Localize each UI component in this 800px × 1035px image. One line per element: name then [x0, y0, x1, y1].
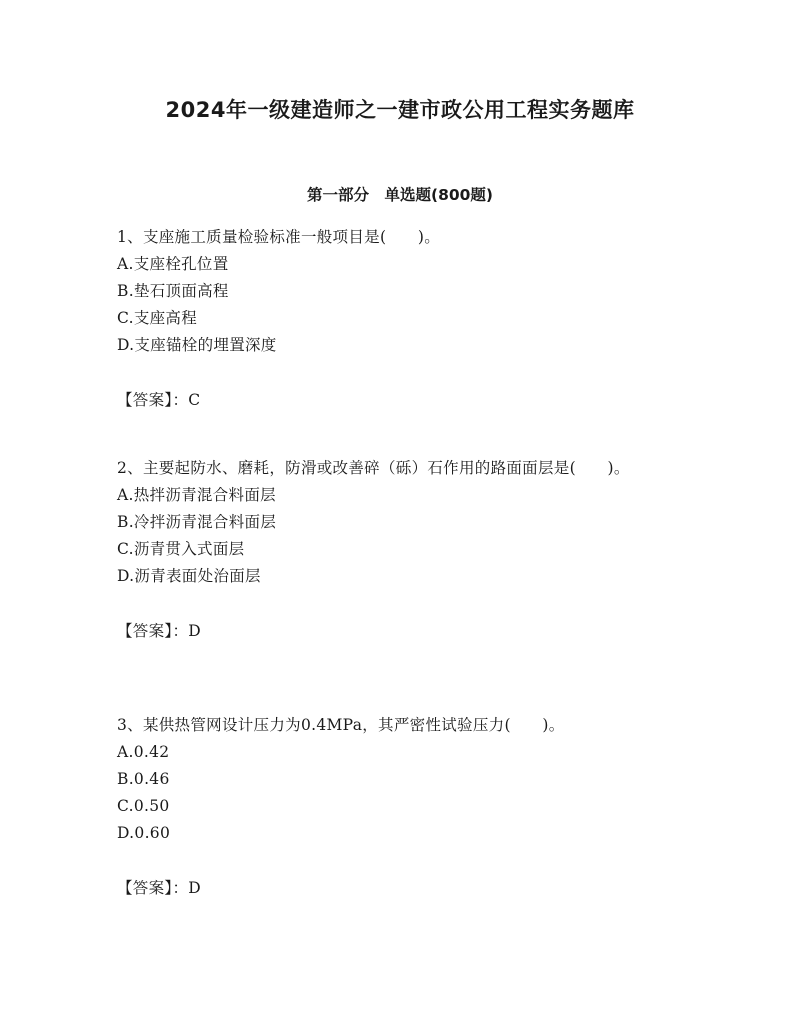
question-3	[117, 712, 677, 902]
option-list	[117, 482, 677, 590]
option-b: B.0.46	[117, 770, 170, 788]
option-c: C.支座高程	[117, 309, 198, 327]
section-title: 第一部分 单选题(800题)	[306, 186, 494, 204]
option-a: A.0.42	[117, 743, 170, 761]
answer-line: 【答案】：D	[117, 879, 201, 897]
document-title: 2024年一级建造师之一建市政公用工程实务题库	[165, 98, 635, 122]
question-1	[117, 224, 677, 414]
option-list	[117, 739, 677, 847]
answer-line: 【答案】：C	[117, 391, 201, 409]
option-d: D.0.60	[117, 824, 171, 842]
question-2	[117, 455, 677, 645]
option-b: B.垫石顶面高程	[117, 282, 229, 300]
option-c: C.0.50	[117, 797, 170, 815]
option-d: D.沥青表面处治面层	[117, 567, 261, 585]
option-list	[117, 251, 677, 359]
option-b: B.冷拌沥青混合料面层	[117, 513, 277, 531]
answer-line: 【答案】：D	[117, 622, 201, 640]
option-a: A.热拌沥青混合料面层	[117, 486, 276, 504]
question-stem: 3、某供热管网设计压力为0.4MPa，其严密性试验压力( )。	[117, 716, 565, 734]
option-a: A.支座栓孔位置	[117, 255, 229, 273]
question-stem: 2、主要起防水、磨耗，防滑或改善碎（砾）石作用的路面面层是( )。	[117, 459, 630, 477]
option-c: C.沥青贯入式面层	[117, 540, 245, 558]
option-d: D.支座锚栓的埋置深度	[117, 336, 277, 354]
question-stem: 1、支座施工质量检验标准一般项目是( )。	[117, 228, 441, 246]
